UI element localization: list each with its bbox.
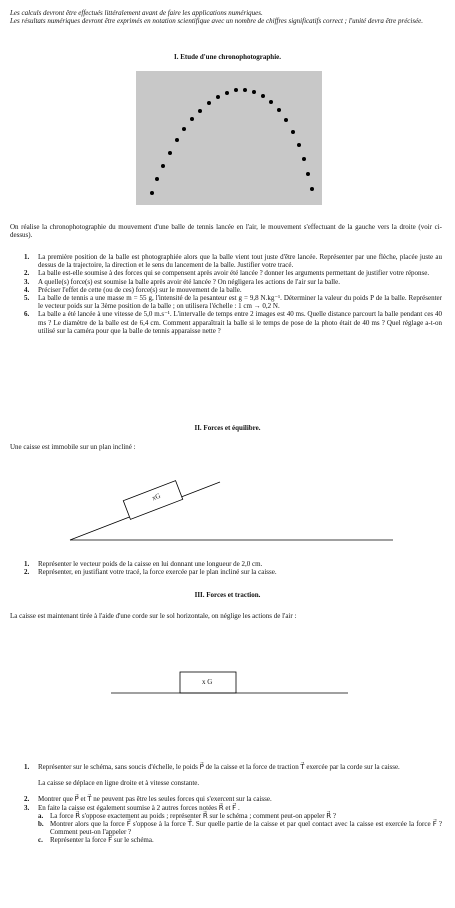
section-3-heading: III. Forces et traction. bbox=[194, 591, 261, 599]
inclined-plane-diagram bbox=[0, 470, 455, 550]
question-1-6: 6. La balle a été lancée à une vitesse de 5,0 m.s⁻¹. L'intervalle de temps entre 2 images est 40 ms. Quelle distance parcourt la balle pendant ces 40 ms ? Le diamètre de la balle est de 6,4 cm. Comment apparaîtrait la balle si le temps de pose de la photo était de 40 ms ? Quel réglage a-t-on utilisé sur la caméra pour que la balle de tennis apparaisse nette ? bbox=[24, 310, 442, 335]
intro-line-1: Les calculs devront être effectués littéralement avant de faire les applications numériques. bbox=[10, 9, 263, 17]
question-3-1: 1. Représenter sur le schéma, sans soucis d'échelle, le poids P⃗ de la caisse et la force de traction T⃗ exercée par la corde sur la caisse. bbox=[24, 763, 400, 771]
section-3-text: La caisse est maintenant tirée à l'aide d'une corde sur le sol horizontale, on néglige les actions de l'air : bbox=[10, 612, 297, 620]
chronophotograph-image bbox=[136, 71, 322, 205]
question-1-2: 2. La balle est-elle soumise à des forces qui se compensent après avoir été lancée ? donner les arguments permettant de justifier votre réponse. bbox=[24, 269, 430, 278]
question-3-3-a: a. La force R⃗ s'oppose exactement au poids ; représenter R⃗ sur le schéma ; comment peut-on appeler R⃗ ? bbox=[38, 811, 337, 820]
section-3-statement: La caisse se déplace en ligne droite et à vitesse constante. bbox=[38, 779, 200, 788]
section-1-text: On réalise la chronophotographie du mouvement d'une balle de tennis lancée en l'air, le mouvement s'effectuant de la gauche vers la droite (voir ci-dessus). bbox=[10, 223, 442, 240]
question-1-1: 1. La première position de la balle est photographiée alors que la balle vient tout juste d'être lancée. Représenter par une flèche, placée juste au dessus de la trajectoire, la direction et le sens du lancement de la balle. Justifier votre tracé. bbox=[24, 253, 442, 270]
question-3-2: 2. Montrer que P⃗ et T⃗ ne peuvent pas être les seules forces qui s'exercent sur la caisse. bbox=[24, 795, 272, 804]
question-3-3-c: c. Représenter la force F⃗ sur le schéma. bbox=[38, 836, 154, 845]
question-3-3-b: b. Montrer alors que la force F⃗ s'oppose à la force T⃗. Sur quelle partie de la caisse et par quel contact avec la caisse est exercée la force F⃗ ? Comment peut-on l'appeler ? bbox=[38, 820, 442, 837]
section-2-heading: II. Forces et équilibre. bbox=[194, 424, 261, 432]
question-2-1: 1. Représenter le vecteur poids de la caisse en lui donnant une longueur de 2,0 cm. bbox=[24, 560, 263, 568]
question-1-3: 3. A quelle(s) force(s) est soumise la balle après avoir été lancée ? On négligera les actions de l'air sur la balle. bbox=[24, 277, 340, 286]
section-3-question-block bbox=[24, 763, 442, 845]
section-1-heading: I. Etude d'une chronophotographie. bbox=[173, 53, 282, 61]
crate-label-incline: xG bbox=[150, 491, 162, 503]
question-2-2: 2. Représenter, en justifiant votre tracé, la force exercée par le plan incliné sur la caisse. bbox=[24, 568, 277, 577]
question-1-5: 5. La balle de tennis a une masse m = 55 g, l'intensité de la pesanteur est g = 9,8 N.kg⁻¹. Déterminer la valeur du poids P de la balle. Représenter le vecteur poids sur la 3ème position de la balle ; on utilisera l'échelle : 1 cm → 0,2 N. bbox=[24, 294, 442, 311]
intro bbox=[10, 9, 442, 25]
section-2-questions bbox=[24, 560, 442, 576]
horizontal-ground-diagram bbox=[0, 665, 455, 705]
question-1-4: 4. Préciser l'effet de cette (ou de ces) force(s) sur le mouvement de la balle. bbox=[24, 285, 242, 294]
question-3-3: 3. En faite la caisse est également soumise à 2 autres forces notées R⃗ et F⃗ . bbox=[24, 803, 240, 812]
section-1-questions bbox=[24, 253, 442, 335]
section-2-text: Une caisse est immobile sur un plan incliné : bbox=[10, 443, 136, 451]
intro-line-2: Les résultats numériques devront être exprimés en notation scientifique avec un nombre de chiffres significatifs correct ; l'unité devra être précisée. bbox=[10, 17, 424, 26]
crate-label-horizontal: x G bbox=[202, 678, 213, 686]
